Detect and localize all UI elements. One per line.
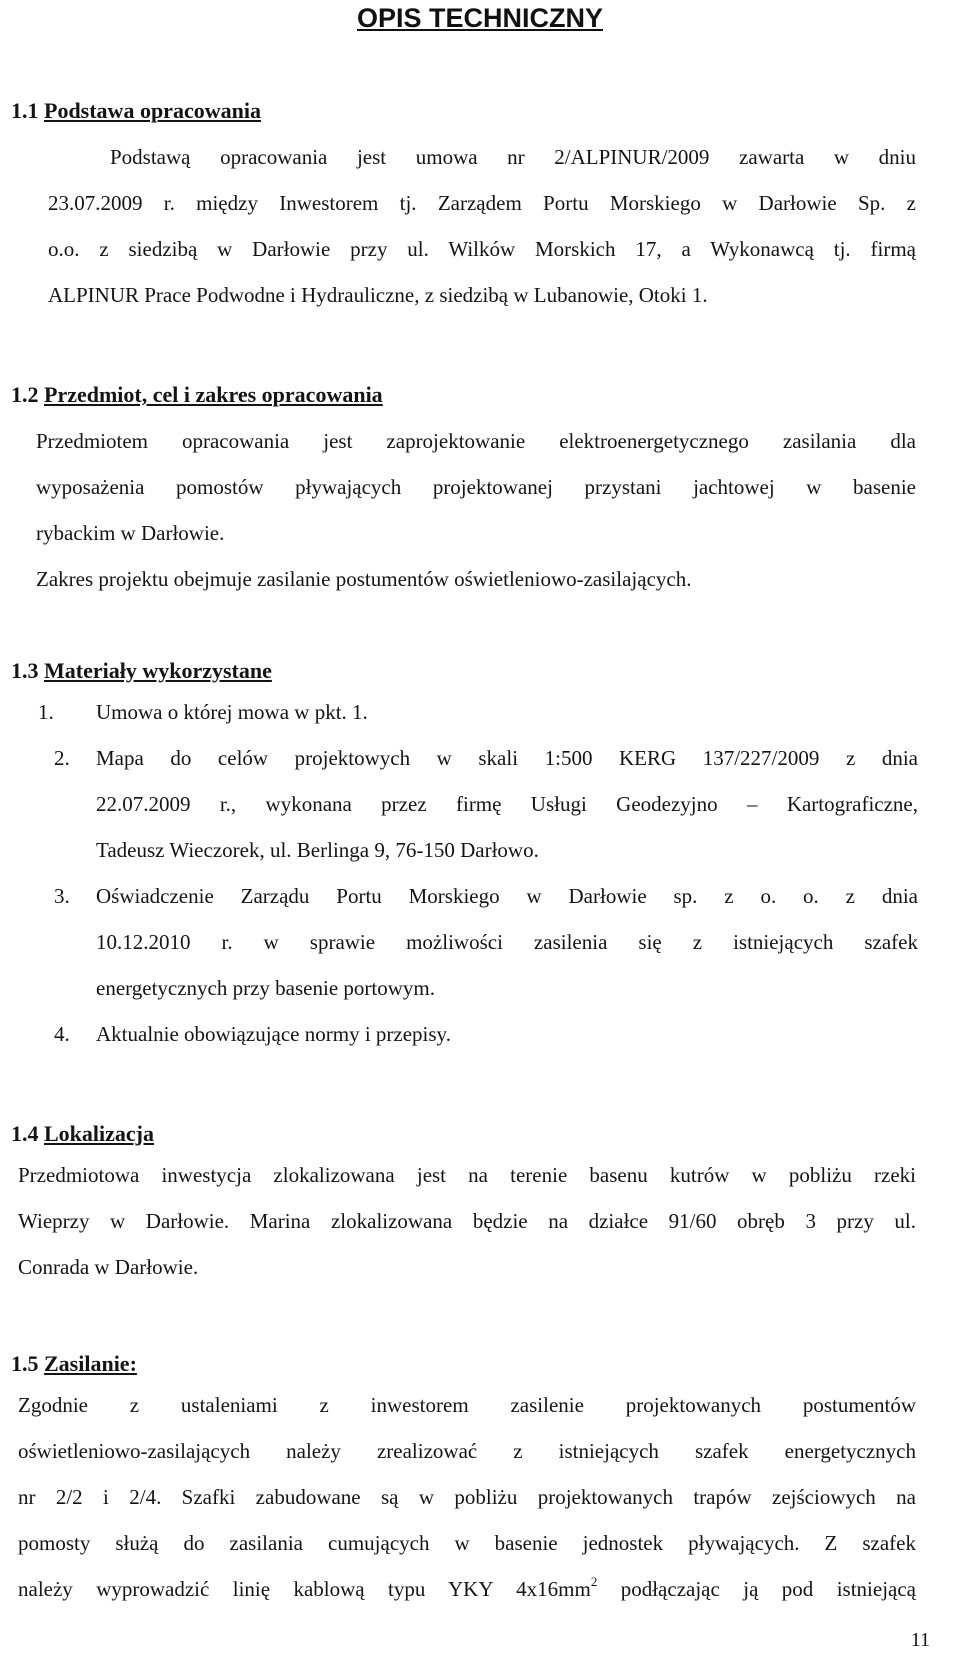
section-1-1-paragraph <box>48 134 916 318</box>
paragraph-line: wyposażenia pomostów pływających projektowanej przystani jachtowej w basenie <box>36 475 916 499</box>
section-1-3-heading <box>11 656 272 686</box>
list-item-number: 2. <box>54 746 70 770</box>
section-number: 1.5 <box>11 1351 39 1376</box>
list-item-number: 1. <box>38 700 54 724</box>
section-number: 1.3 <box>11 658 39 683</box>
section-1-5-heading <box>11 1349 137 1379</box>
paragraph-line: Conrada w Darłowie. <box>18 1255 199 1279</box>
line-text: podłączając ją pod istniejącą <box>597 1577 917 1601</box>
list-item-line: Umowa o której mowa w pkt. 1. <box>96 700 368 724</box>
paragraph-line: o.o. z siedzibą w Darłowie przy ul. Wilków Morskich 17, a Wykonawcą tj. firmą <box>48 237 916 261</box>
section-title: Materiały wykorzystane <box>44 658 272 683</box>
list-item <box>38 689 918 735</box>
paragraph-line: Wieprzy w Darłowie. Marina zlokalizowana będzie na działce 91/60 obręb 3 przy ul. <box>18 1209 916 1233</box>
section-1-4-heading <box>11 1119 154 1149</box>
page-number: 11 <box>910 1629 930 1651</box>
list-item-line: Aktualnie obowiązujące normy i przepisy. <box>96 1022 451 1046</box>
list-item-line: energetycznych przy basenie portowym. <box>96 976 435 1000</box>
line-text: należy wyprowadzić linię kablową typu YKY 4x16mm <box>18 1577 591 1601</box>
document-title: OPIS TECHNICZNY <box>356 3 604 33</box>
section-1-1-heading <box>11 96 261 126</box>
superscript: 2 <box>590 1574 598 1589</box>
list-item-line: 22.07.2009 r., wykonana przez firmę Usługi Geodezyjno – Kartograficzne, <box>96 792 918 816</box>
paragraph-line: Zakres projektu obejmuje zasilanie postumentów oświetleniowo-zasilających. <box>36 567 692 591</box>
paragraph-line: Zgodnie z ustaleniami z inwestorem zasilenie projektowanych postumentów <box>18 1393 916 1417</box>
list-item <box>38 735 918 873</box>
list-item-number: 3. <box>54 884 70 908</box>
section-title: Lokalizacja <box>44 1121 154 1146</box>
paragraph-line: ALPINUR Prace Podwodne i Hydrauliczne, z siedzibą w Lubanowie, Otoki 1. <box>48 283 708 307</box>
list-item <box>38 1011 918 1057</box>
paragraph-line: Przedmiotowa inwestycja zlokalizowana jest na terenie basenu kutrów w pobliżu rzeki <box>18 1163 916 1187</box>
section-title: Zasilanie: <box>44 1351 137 1376</box>
list-item <box>38 873 918 1011</box>
list-item-line: Tadeusz Wieczorek, ul. Berlinga 9, 76-150 Darłowo. <box>96 838 539 862</box>
paragraph-line: oświetleniowo-zasilających należy zrealizować z istniejących szafek energetycznych <box>18 1439 916 1463</box>
section-1-4-paragraph <box>18 1152 916 1290</box>
materials-list <box>38 689 918 1057</box>
section-title: Podstawa opracowania <box>44 98 261 123</box>
list-item-line: 10.12.2010 r. w sprawie możliwości zasilenia się z istniejących szafek <box>96 930 918 954</box>
section-1-5-paragraph <box>18 1382 916 1612</box>
section-number: 1.1 <box>11 98 39 123</box>
section-title: Przedmiot, cel i zakres opracowania <box>44 382 383 407</box>
paragraph-line: nr 2/2 i 2/4. Szafki zabudowane są w pobliżu projektowanych trapów zejściowych na <box>18 1485 916 1509</box>
list-item-number: 4. <box>54 1022 70 1046</box>
section-1-2-paragraph <box>36 418 916 602</box>
paragraph-line: 23.07.2009 r. między Inwestorem tj. Zarządem Portu Morskiego w Darłowie Sp. z <box>48 191 916 215</box>
list-item-line: Mapa do celów projektowych w skali 1:500 KERG 137/227/2009 z dnia <box>96 746 918 770</box>
paragraph-line <box>18 1566 916 1612</box>
paragraph-line: Przedmiotem opracowania jest zaprojektowanie elektroenergetycznego zasilania dla <box>36 429 916 453</box>
list-item-line: Oświadczenie Zarządu Portu Morskiego w Darłowie sp. z o. o. z dnia <box>96 884 918 908</box>
paragraph-line: rybackim w Darłowie. <box>36 521 225 545</box>
section-1-2-heading <box>11 380 383 410</box>
paragraph-line: Podstawą opracowania jest umowa nr 2/ALPINUR/2009 zawarta w dniu <box>110 145 916 169</box>
section-number: 1.4 <box>11 1121 39 1146</box>
paragraph-line: pomosty służą do zasilania cumujących w basenie jednostek pływających. Z szafek <box>18 1531 916 1555</box>
section-number: 1.2 <box>11 382 39 407</box>
